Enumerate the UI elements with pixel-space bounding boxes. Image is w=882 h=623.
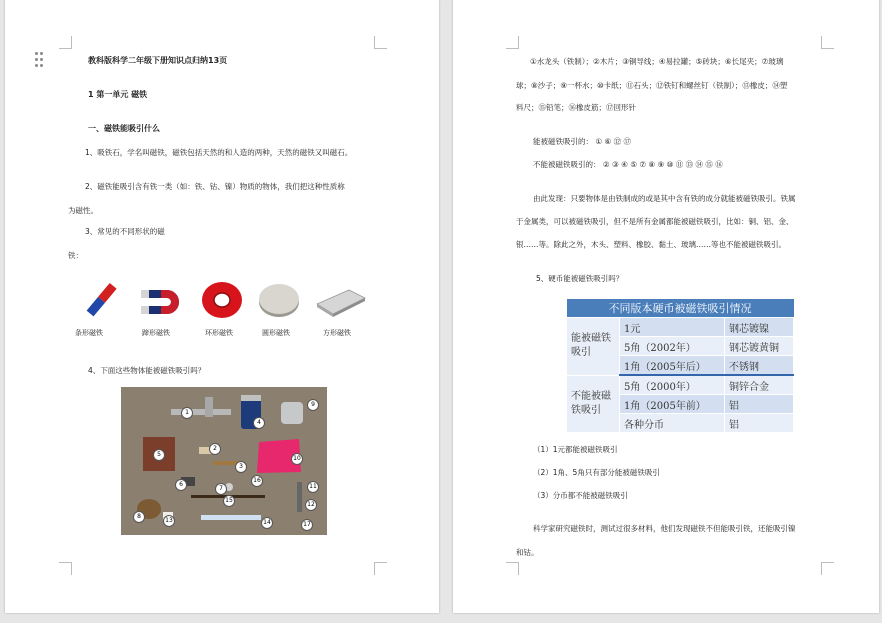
not-attracted-items: 不能被磁铁吸引的： ② ③ ④ ⑤ ⑦ ⑧ ⑨ ⑩ ⑪ ⑬ ⑭ ⑮ ⑯ [533, 160, 723, 169]
paragraph-2-line-1: 2、磁铁能吸引含有铁一类（如：铁、钴、镍）物质的物体，我们把这种性质称 [85, 182, 345, 191]
photo-number-badge: 8 [133, 511, 145, 523]
document-title: 教科版科学二年级下册知识点归纳13页 [88, 56, 228, 65]
question-4: 4、下面这些物体能被磁铁吸引吗？ [88, 366, 206, 375]
table-cell: 钢芯镀镍 [725, 318, 794, 337]
table-cell: 铝 [725, 414, 794, 433]
photo-number-badge: 12 [305, 499, 317, 511]
photo-number-badge: 13 [163, 515, 175, 527]
conclusion-line-2: 于金属类，可以被磁铁吸引，但不是所有金属都能被磁铁吸引，比如：铜、铝、金、 [516, 217, 794, 226]
object-list-line-1: ①水龙头（铁制）；②木片；③铜导线；④易拉罐；⑤砖块；⑥长尾夹；⑦玻璃 [530, 57, 784, 66]
table-cell: 铝 [725, 395, 794, 414]
paragraph-3-line-1: 3、常见的不同形状的磁 [85, 227, 165, 236]
photo-number-badge: 3 [235, 461, 247, 473]
table-cell: 5角（2002年） [620, 337, 725, 356]
table-group-not-attracted-label: 不能被磁铁吸引 [571, 390, 611, 416]
coin-conclusion-1: （1）1元都能被磁铁吸引 [533, 445, 618, 454]
ring-magnet-label: 环形磁铁 [205, 329, 233, 337]
final-paragraph-line-2: 和钴。 [516, 548, 539, 557]
bar-magnet-image [80, 278, 124, 322]
photo-number-badge: 14 [261, 517, 273, 529]
table-title: 不同版本硬币被磁铁吸引情况 [567, 299, 794, 318]
photo-number-badge: 7 [215, 483, 227, 495]
ring-magnet-image [199, 278, 245, 322]
photo-number-badge: 4 [253, 417, 265, 429]
table-cell: 1角（2005年后） [620, 356, 725, 376]
page-corner-mark [821, 562, 834, 575]
table-cell: 钢芯镀黄铜 [725, 337, 794, 356]
paragraph-1: 1、吸铁石，学名叫磁铁，磁铁包括天然的和人造的两种，天然的磁铁又叫磁石。 [85, 148, 353, 157]
question-5: 5、硬币能被磁铁吸引吗？ [536, 274, 624, 283]
photo-number-badge: 10 [291, 453, 303, 465]
page-corner-mark [506, 36, 519, 49]
photo-number-badge: 11 [307, 481, 319, 493]
photo-number-badge: 16 [251, 475, 263, 487]
table-cell: 不锈钢 [725, 356, 794, 376]
square-magnet-label: 方形磁铁 [323, 329, 351, 337]
coin-magnet-table [566, 299, 794, 433]
table-group-attracted [567, 318, 620, 376]
object-list-line-2: 球；⑧沙子；⑨一杯水；⑩卡纸；⑪石头；⑫铁钉和螺丝钉（铁制）；⑬橡皮；⑭塑 [516, 81, 788, 90]
coin-conclusion-2: （2）1角、5角只有部分能被磁铁吸引 [533, 468, 660, 477]
page-corner-mark [59, 562, 72, 575]
conclusion-line-3: 银……等。除此之外，木头、塑料、橡胶、黏土、玻璃……等也不能被磁铁吸引。 [516, 240, 786, 249]
attracted-items: 能被磁铁吸引的： ① ⑥ ⑫ ⑰ [533, 137, 631, 146]
page-corner-mark [821, 36, 834, 49]
table-cell: 5角（2000年） [620, 375, 725, 395]
photo-number-badge: 17 [301, 519, 313, 531]
page-corner-mark [506, 562, 519, 575]
conclusion-line-1: 由此发现：只要物体是由铁制成的或是其中含有铁的成分就能被磁铁吸引。铁属 [533, 194, 796, 203]
table-cell: 1角（2005年前） [620, 395, 725, 414]
photo-number-badge: 5 [153, 449, 165, 461]
page-corner-mark [59, 36, 72, 49]
photo-number-badge: 6 [175, 479, 187, 491]
round-magnet-image [256, 278, 302, 322]
page-corner-mark [374, 36, 387, 49]
round-magnet-label: 圆形磁铁 [262, 329, 290, 337]
horseshoe-magnet-image [137, 278, 185, 322]
coin-conclusion-3: （3）分币都不能被磁铁吸引 [533, 491, 628, 500]
square-magnet-image [313, 278, 369, 322]
bar-magnet-label: 条形磁铁 [75, 329, 103, 337]
drag-handle-icon[interactable] [35, 52, 45, 68]
horseshoe-magnet-label: 蹄形磁铁 [142, 329, 170, 337]
final-paragraph-line-1: 科学家研究磁铁时，测试过很多材料，他们发现磁铁不但能吸引铁，还能吸引镍 [533, 524, 796, 533]
unit-heading: 1 第一单元 磁铁 [88, 90, 148, 99]
objects-photo [121, 387, 327, 535]
photo-number-badge: 9 [307, 399, 319, 411]
photo-number-badge: 2 [209, 443, 221, 455]
table-cell: 1元 [620, 318, 725, 337]
table-group-not-attracted [567, 375, 620, 433]
page-corner-mark [374, 562, 387, 575]
table-cell: 铜锌合金 [725, 375, 794, 395]
object-list-line-3: 料尺；⑮铅笔；⑯橡皮筋；⑰回形针 [516, 103, 636, 112]
paragraph-2-line-2: 为磁性。 [68, 206, 98, 215]
photo-number-badge: 15 [223, 495, 235, 507]
photo-number-badge: 1 [181, 407, 193, 419]
table-cell: 各种分币 [620, 414, 725, 433]
table-group-attracted-label: 能被磁铁吸引 [571, 333, 611, 359]
section-heading: 一、磁铁能吸引什么 [88, 124, 160, 133]
paragraph-3-line-2: 铁： [68, 251, 83, 260]
